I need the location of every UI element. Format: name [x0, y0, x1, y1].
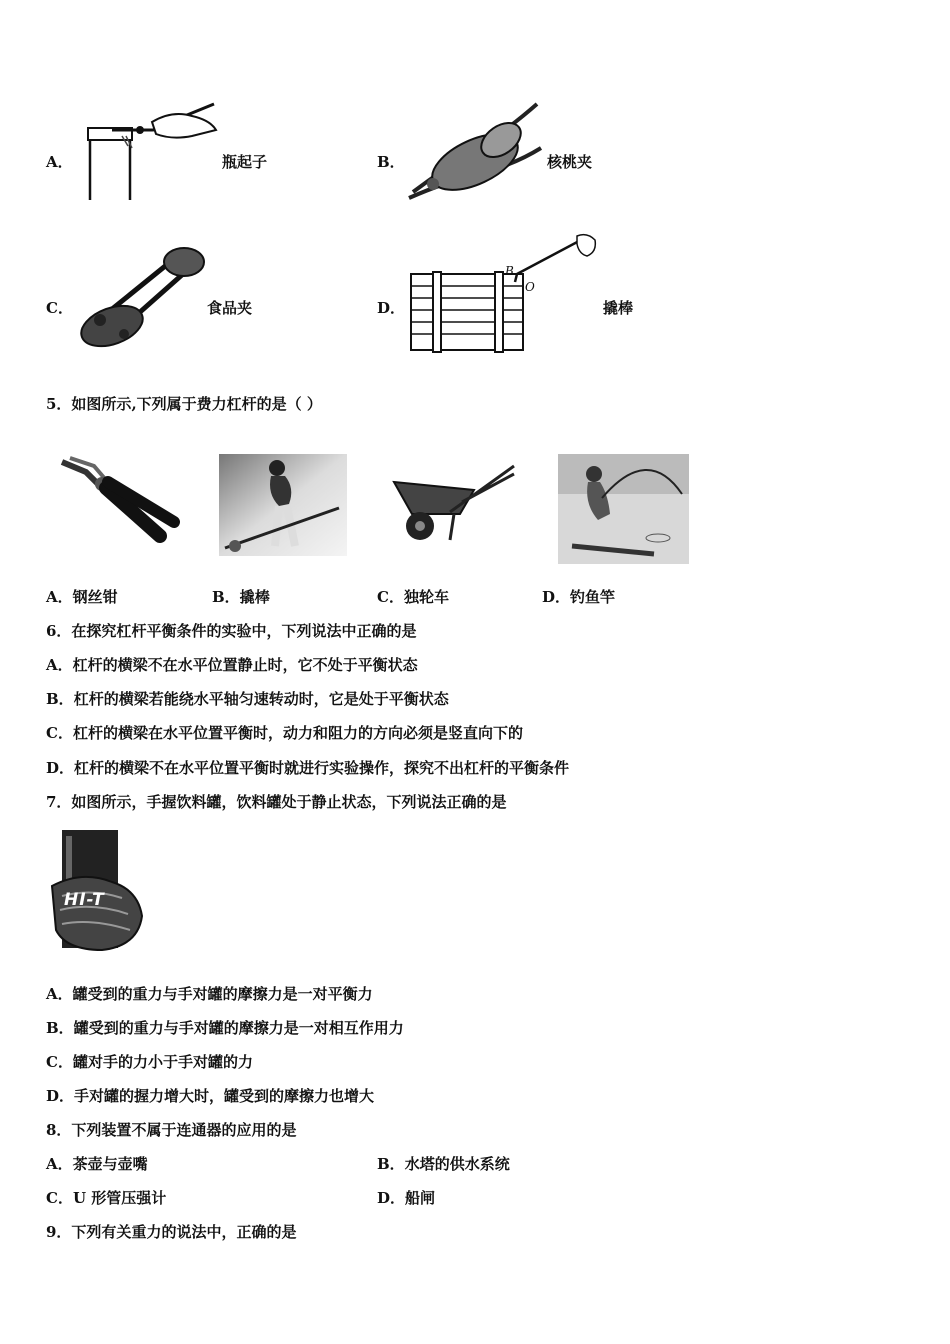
q5-option-b[interactable] [212, 587, 270, 607]
option-text: 杠杆的横梁若能绕水平轴匀速转动时，它是处于平衡状态 [73, 690, 449, 708]
option-letter: C． [377, 588, 404, 606]
option-letter: D． [377, 299, 406, 317]
drink-can-photo [52, 826, 144, 952]
question-6: 6．在探究杠杆平衡条件的实验中，下列说法中正确的是 [46, 622, 417, 640]
option-label: 撬棒 [239, 588, 270, 606]
q5-option-c[interactable] [377, 587, 449, 607]
q7-option-d[interactable] [46, 1086, 374, 1106]
option-text: U 形管压强计 [72, 1189, 167, 1207]
q8-option-a[interactable] [46, 1154, 148, 1174]
walnut-cracker-illustration [405, 98, 545, 204]
option-label: 食品夹 [207, 299, 253, 317]
question-8: 8．下列装置不属于连通器的应用的是 [46, 1121, 297, 1139]
option-letter: A． [46, 588, 73, 606]
option-label: 独轮车 [403, 588, 449, 606]
option-letter: A． [46, 153, 73, 171]
option-text: 船闸 [405, 1189, 436, 1207]
q7-option-a[interactable] [46, 984, 373, 1004]
question-5: 5．如图所示,下列属于费力杠杆的是（ ） [46, 395, 322, 413]
option-label: 钢丝钳 [72, 588, 118, 606]
option-label: 核桃夹 [547, 153, 593, 171]
q6-option-a[interactable] [46, 655, 418, 675]
option-text: 水塔的供水系统 [404, 1155, 510, 1173]
option-letter: A． [46, 656, 73, 674]
fishing-rod-photo [558, 454, 689, 564]
option-text: 手对罐的握力增大时，罐受到的摩擦力也增大 [74, 1087, 375, 1105]
option-letter: C． [46, 724, 73, 742]
food-tongs-illustration [76, 242, 206, 352]
option-text: 罐受到的重力与手对罐的摩擦力是一对平衡力 [72, 985, 373, 1003]
q8-option-c[interactable] [46, 1188, 166, 1208]
crowbar-crate-illustration [405, 232, 605, 352]
question-9: 9．下列有关重力的说法中，正确的是 [46, 1223, 297, 1241]
man-with-crowbar-photo [219, 454, 347, 556]
option-letter: A． [46, 985, 73, 1003]
q7-option-c[interactable] [46, 1052, 253, 1072]
q6-option-c[interactable] [46, 723, 523, 743]
option-letter: D． [542, 588, 571, 606]
option-label: 瓶起子 [222, 153, 268, 171]
bottle-opener-illustration [82, 100, 222, 202]
option-letter: B． [212, 588, 240, 606]
option-letter: B． [46, 1019, 74, 1037]
option-letter: B． [377, 1155, 405, 1173]
option-text: 杠杆的横梁不在水平位置平衡时就进行实验操作，探究不出杠杆的平衡条件 [74, 759, 570, 777]
option-text: 罐对手的力小于手对罐的力 [72, 1053, 253, 1071]
option-letter: D． [46, 759, 75, 777]
q6-option-b[interactable] [46, 689, 449, 709]
q7-option-b[interactable] [46, 1018, 404, 1038]
option-letter: C． [46, 1053, 73, 1071]
option-letter: A． [46, 1155, 73, 1173]
q5-option-d[interactable] [542, 587, 615, 607]
q6-option-d[interactable] [46, 758, 569, 778]
figure-label-b: B [505, 264, 514, 278]
option-letter: C． [46, 1189, 73, 1207]
figure-label-o: O [525, 280, 535, 294]
q8-option-d[interactable] [377, 1188, 435, 1208]
option-text: 杠杆的横梁不在水平位置静止时，它不处于平衡状态 [72, 656, 418, 674]
q5-option-a[interactable] [46, 587, 118, 607]
option-text: 茶壶与壶嘴 [72, 1155, 148, 1173]
wheelbarrow-photo [390, 462, 518, 544]
option-letter: B． [46, 690, 74, 708]
option-label: 撬棒 [603, 299, 634, 317]
drink-can-drawing [52, 826, 144, 952]
option-letter: C． [46, 299, 73, 317]
option-text: 杠杆的横梁在水平位置平衡时，动力和阻力的方向必须是竖直向下的 [72, 724, 523, 742]
option-label: 钓鱼竿 [570, 588, 616, 606]
option-letter: B． [377, 153, 405, 171]
option-text: 罐受到的重力与手对罐的摩擦力是一对相互作用力 [73, 1019, 404, 1037]
option-letter: D． [377, 1189, 406, 1207]
q8-option-b[interactable] [377, 1154, 510, 1174]
option-letter: D． [46, 1087, 75, 1105]
pliers-photo [56, 456, 181, 552]
can-label-text: HI-T [64, 890, 105, 910]
question-7: 7．如图所示，手握饮料罐，饮料罐处于静止状态，下列说法正确的是 [46, 793, 507, 811]
